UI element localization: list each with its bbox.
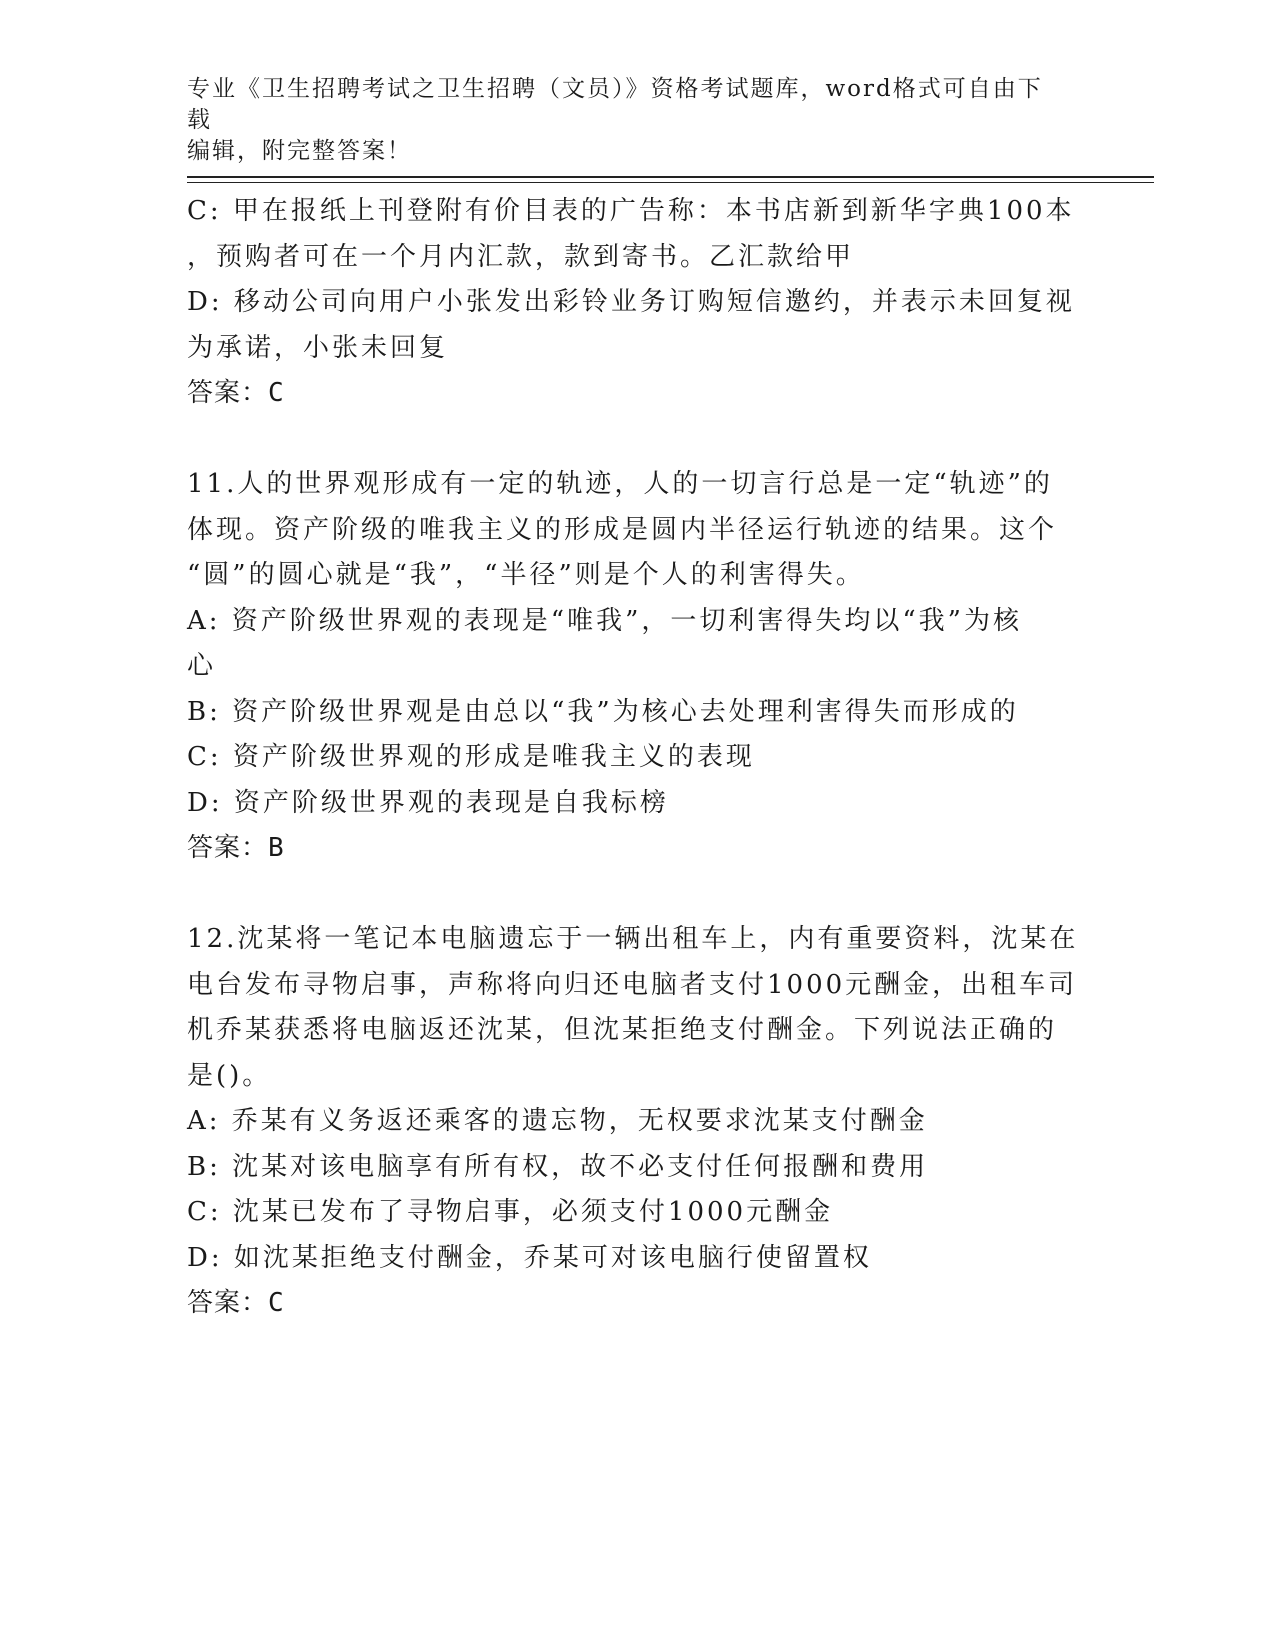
answer-label: 答案：B: [187, 833, 285, 863]
spacer: [187, 417, 1087, 463]
question-stem-line-2: 电台发布寻物启事，声称将向归还电脑者支付1000元酬金，出租车司: [187, 969, 1078, 1000]
question-stem-line-3: “圆”的圆心就是“我”，“半径”则是个人的利害得失。: [187, 560, 865, 590]
question-stem-line-3: 机乔某获悉将电脑返还沈某，但沈某拒绝支付酬金。下列说法正确的: [187, 1015, 1058, 1045]
option-a-line-2: 心: [187, 651, 217, 681]
option-d-line-2: 为承诺，小张未回复: [187, 332, 449, 363]
question-10-tail: [187, 189, 1087, 417]
question-stem-line-4: 是()。: [187, 1060, 272, 1091]
option-c: C: 资产阶级世界观的形成是唯我主义的表现: [187, 742, 755, 772]
option-a: A: 乔某有义务返还乘客的遗忘物，无权要求沈某支付酬金: [187, 1106, 928, 1136]
header-divider-thin: [187, 182, 1154, 183]
option-d: D: 资产阶级世界观的表现是自我标榜: [187, 787, 669, 818]
option-a-line-1: A: 资产阶级世界观的表现是“唯我”，一切利害得失均以“我”为核: [187, 605, 1022, 636]
spacer: [187, 872, 1087, 918]
question-12: [187, 917, 1087, 1327]
question-stem-line-2: 体现。资产阶级的唯我主义的形成是圆内半径运行轨迹的结果。这个: [187, 514, 1058, 545]
header-divider-thick: [187, 176, 1154, 178]
answer-label: 答案：C: [187, 378, 285, 408]
question-content: [187, 189, 1087, 1327]
option-c-line-2: ，预购者可在一个月内汇款，款到寄书。乙汇款给甲: [187, 241, 855, 272]
header-line-2: 编辑，附完整答案！: [187, 138, 412, 164]
question-stem-line-1: 12.沈某将一笔记本电脑遗忘于一辆出租车上，内有重要资料，沈某在: [187, 924, 1079, 954]
option-c-line-1: C: 甲在报纸上刊登附有价目表的广告称：本书店新到新华字典100本: [187, 196, 1075, 226]
document-header: [187, 74, 1067, 167]
option-b: B: 资产阶级世界观是由总以“我”为核心去处理利害得失而形成的: [187, 696, 1019, 727]
option-b: B: 沈某对该电脑享有所有权，故不必支付任何报酬和费用: [187, 1151, 929, 1182]
option-c: C: 沈某已发布了寻物启事，必须支付1000元酬金: [187, 1197, 834, 1227]
option-d: D: 如沈某拒绝支付酬金，乔某可对该电脑行使留置权: [187, 1242, 872, 1273]
question-11: [187, 462, 1087, 872]
option-d-line-1: D: 移动公司向用户小张发出彩铃业务订购短信邀约，并表示未回复视: [187, 287, 1075, 317]
question-stem-line-1: 11.人的世界观形成有一定的轨迹，人的一切言行总是一定“轨迹”的: [187, 469, 1053, 499]
answer-label: 答案：C: [187, 1288, 285, 1318]
header-line-1: 专业《卫生招聘考试之卫生招聘（文员）》资格考试题库，word格式可自由下载: [187, 76, 1043, 133]
